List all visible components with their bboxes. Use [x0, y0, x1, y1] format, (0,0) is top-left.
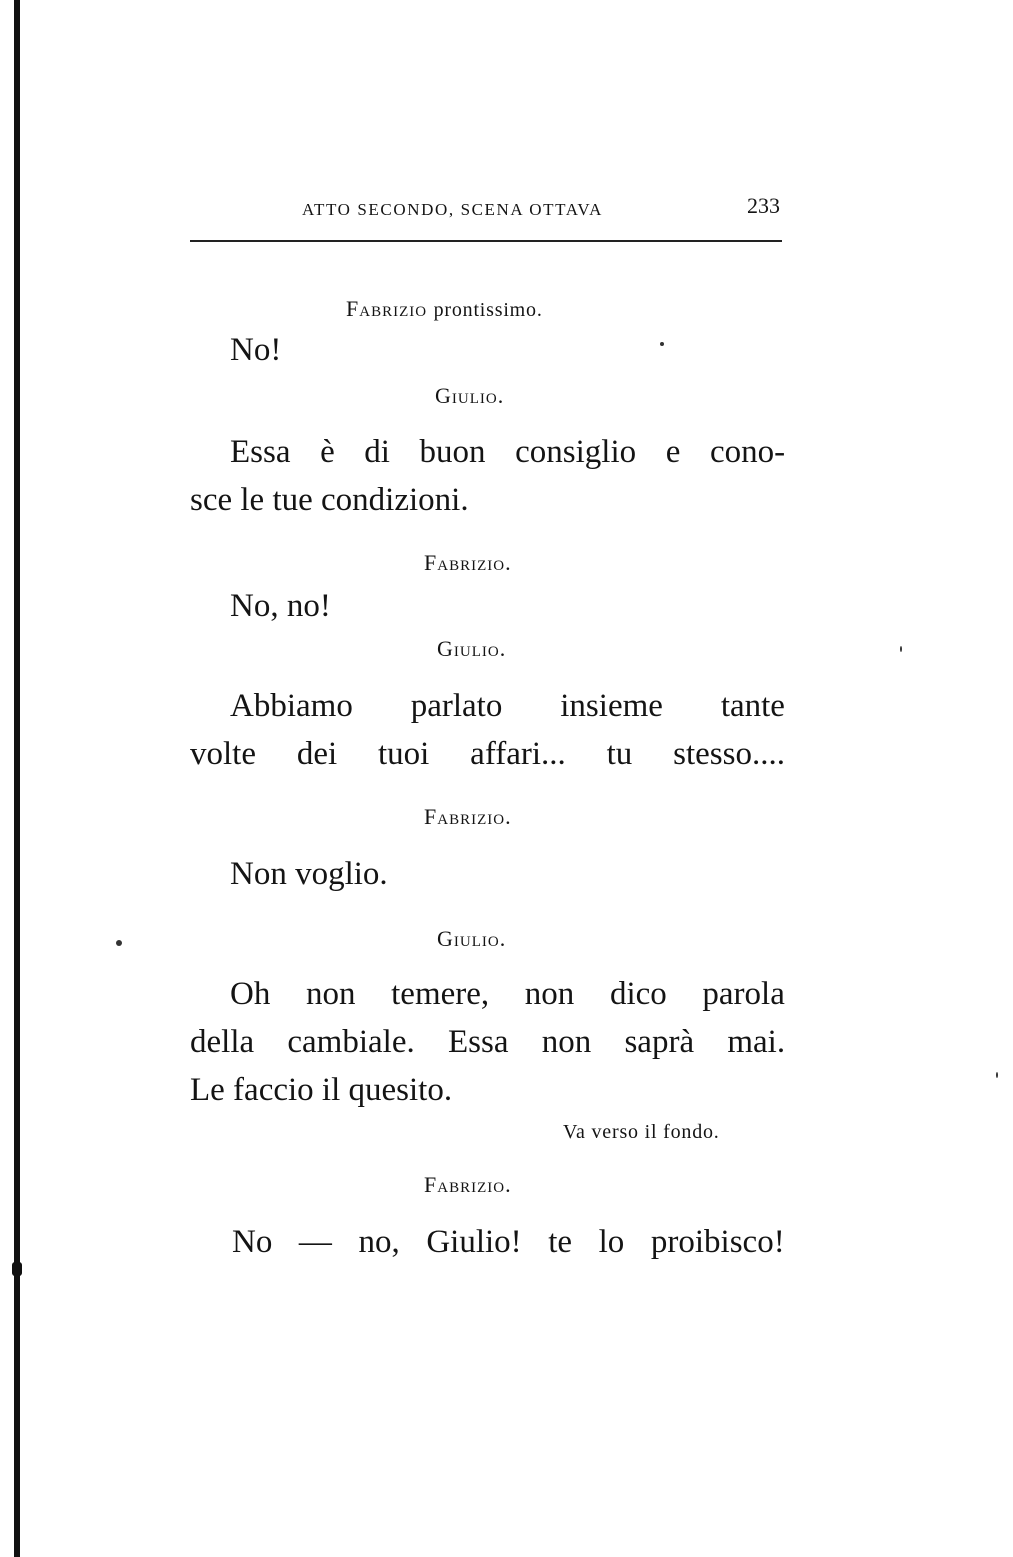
speaker-name: Fabrizio. — [424, 1172, 512, 1197]
dialogue-line: sce le tue condizioni. — [190, 482, 469, 518]
speaker-name: Giulio. — [437, 926, 507, 951]
speaker-label — [424, 804, 512, 830]
speaker-name: Fabrizio. — [424, 804, 512, 829]
speaker-label — [437, 636, 506, 662]
dialogue-line: della cambiale. Essa non saprà mai. — [190, 1024, 786, 1060]
dialogue-line: Oh non temere, non dico parola — [230, 976, 785, 1012]
binding-mark — [12, 1262, 22, 1276]
speaker-name: Giulio. — [437, 636, 507, 661]
scan-speck — [116, 940, 122, 946]
speaker-label — [437, 926, 506, 952]
speaker-name: Fabrizio. — [424, 550, 512, 575]
scan-speck — [900, 646, 902, 652]
dialogue-line: No, no! — [230, 588, 331, 624]
speaker-label — [435, 383, 504, 409]
dialogue-line: Le faccio il quesito. — [190, 1072, 453, 1108]
speaker-label — [424, 550, 512, 576]
dialogue-line: Non voglio. — [230, 856, 388, 892]
dialogue-line: Essa è di buon consiglio e cono- — [230, 434, 786, 470]
stage-direction: Va verso il fondo. — [563, 1121, 720, 1143]
page-binding-edge — [14, 0, 20, 1557]
dialogue-line: No! — [230, 332, 282, 368]
page-header — [190, 190, 782, 242]
speaker-name: Fabrizio — [346, 296, 428, 321]
speaker-direction: prontissimo. — [433, 299, 543, 321]
dialogue-line: No — no, Giulio! te lo proibisco! — [232, 1224, 785, 1260]
dialogue-line: Abbiamo parlato insieme tante — [230, 688, 785, 724]
speaker-name: Giulio. — [435, 383, 505, 408]
dialogue-line: volte dei tuoi affari... tu stesso.... — [190, 736, 785, 772]
running-head: ATTO SECONDO, SCENA OTTAVA — [302, 200, 603, 219]
scan-speck — [660, 342, 664, 346]
speaker-label — [346, 296, 543, 322]
page-number: 233 — [747, 193, 780, 218]
scan-speck — [996, 1072, 998, 1078]
speaker-label — [424, 1172, 512, 1198]
